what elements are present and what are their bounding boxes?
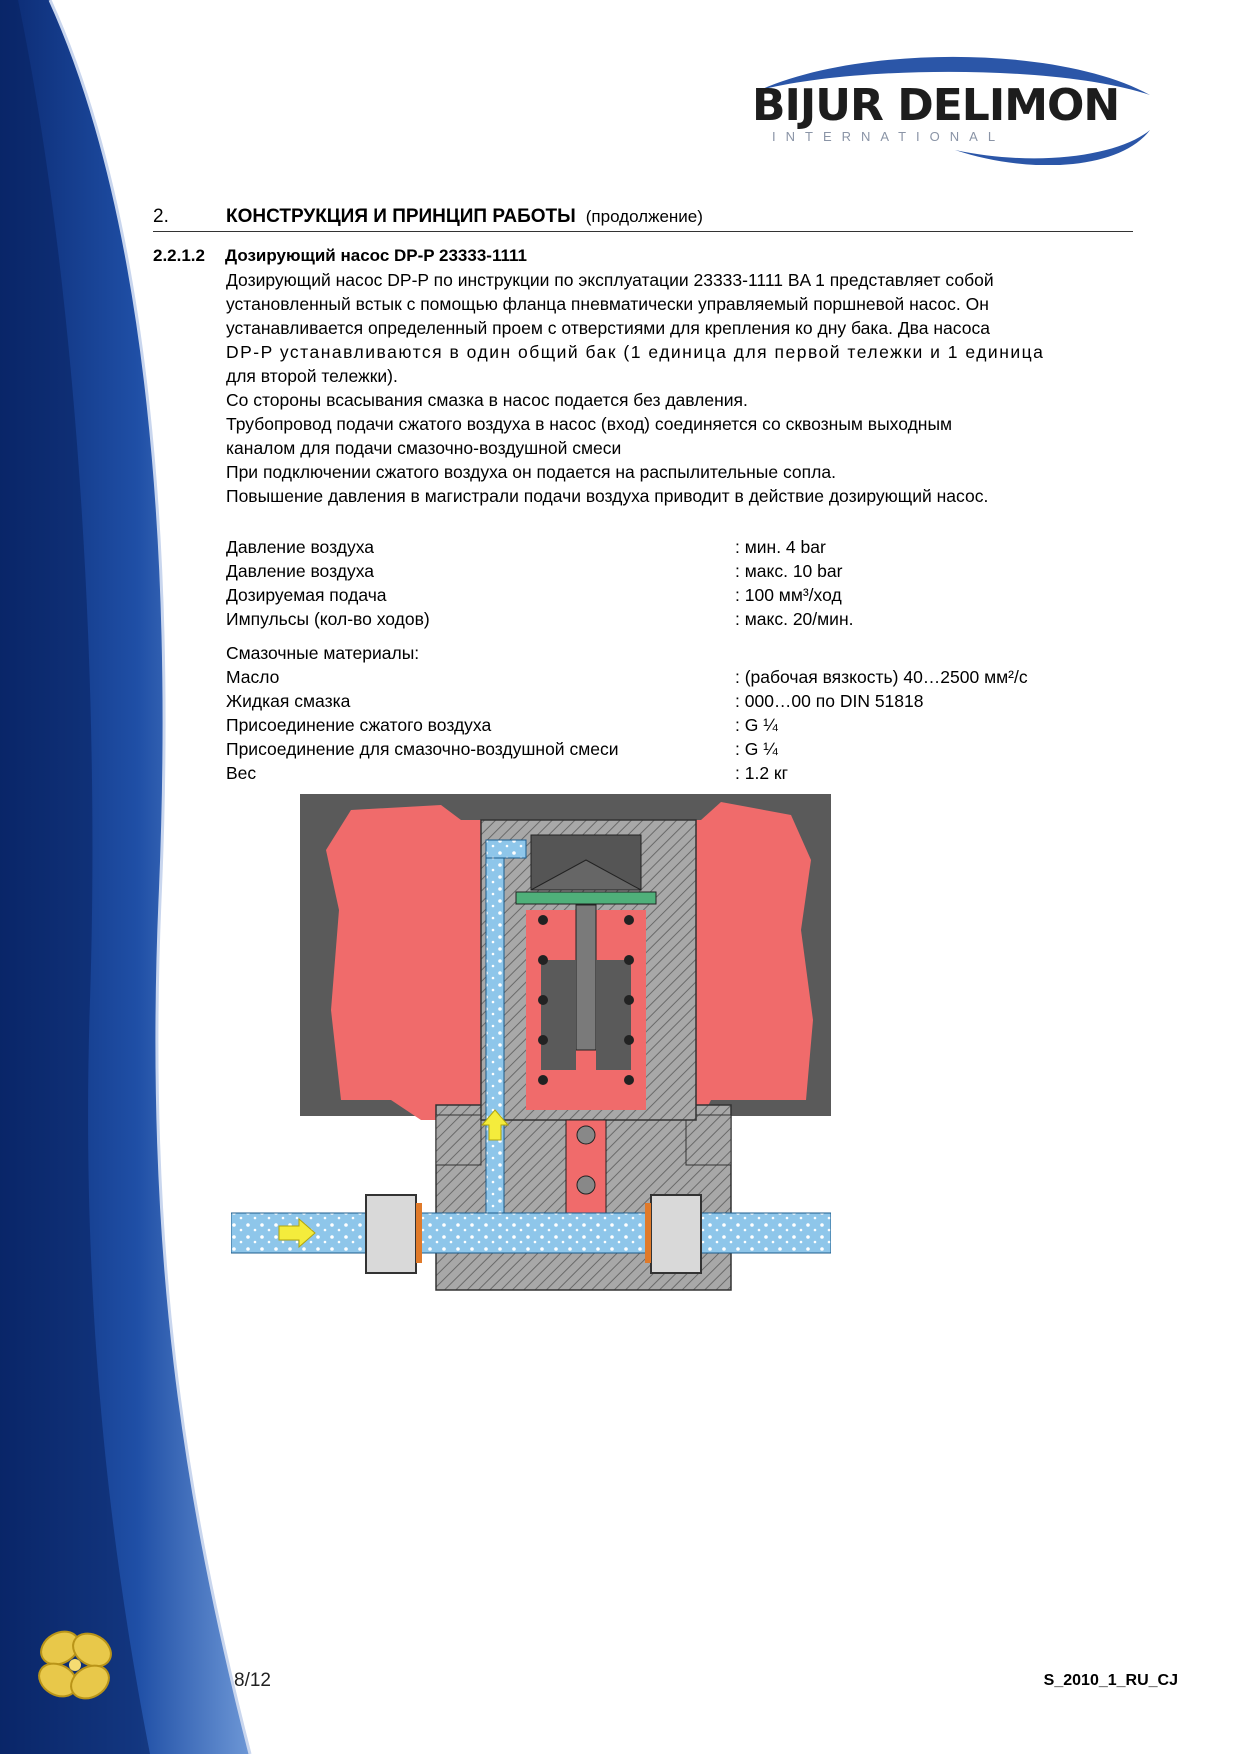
document-code: S_2010_1_RU_CJ [1043,1672,1178,1689]
spec-value: : G ¼ [735,739,778,759]
spec-label: Импульсы (кол-во ходов) [226,609,430,629]
subsection-heading [153,246,527,266]
paragraph-line: Со стороны всасывания смазка в насос подается без давления. [226,390,748,410]
right-fitting [651,1195,701,1273]
paragraph-line: устанавливается определенный проем с отверстиями для крепления ко дну бака. Два насоса [226,318,990,338]
specifications [226,535,1126,785]
spec-label: Дозируемая подача [226,585,387,605]
spec-row [226,535,1126,559]
paragraph-line: Трубопровод подачи сжатого воздуха в насос (вход) соединяется со сквозным выходным [226,414,953,434]
spec-row [226,713,1126,737]
paragraph-line: каналом для подачи смазочно-воздушной смеси [226,438,622,458]
section-number: 2. [153,206,169,227]
paragraph-line: Дозирующий насос DP-P по инструкции по эксплуатации 23333-1111 BA 1 представляет собой [226,270,994,290]
pump-cross-section-diagram [231,790,831,1295]
section-heading [153,203,1133,232]
company-logo [740,50,1160,165]
subsection-title: Дозирующий насос DP-P 23333-1111 [225,246,527,265]
section-title [226,206,703,228]
spec-label: Жидкая смазка [226,691,351,711]
left-fitting [366,1195,416,1273]
lubricants-heading [226,641,1126,665]
spec-value: : 000…00 по DIN 51818 [735,691,924,711]
spec-label: Масло [226,667,280,687]
spec-row [226,737,1126,761]
logo-text: BIJUR DELIMON [752,80,1120,131]
spec-value: : 1.2 кг [735,763,788,783]
paragraph-line: DP-P устанавливаются в один общий бак (1 единица для первой тележки и 1 единица [226,342,1045,362]
spec-value: : макс. 20/мин. [735,609,854,629]
spec-label: Давление воздуха [226,537,374,557]
page-number: 8/12 [234,1670,271,1691]
lubricants-heading-text: Смазочные материалы: [226,643,420,663]
spec-row [226,665,1126,689]
spec-label: Давление воздуха [226,561,374,581]
section-title-text: КОНСТРУКЦИЯ И ПРИНЦИП РАБОТЫ [226,206,576,227]
spec-value: : G ¼ [735,715,778,735]
spec-label: Вес [226,763,257,783]
subsection-number: 2.2.1.2 [153,246,205,265]
spec-row [226,689,1126,713]
paragraph-line: установленный встык с помощью фланца пневматически управляемый поршневой насос. Он [226,294,989,314]
spec-row [226,559,1126,583]
spec-label: Присоединение сжатого воздуха [226,715,492,735]
logo-subtext: INTERNATIONAL [772,129,1006,144]
spec-label: Присоединение для смазочно-воздушной смеси [226,739,619,759]
description-body [226,268,1171,508]
paragraph-line: для второй тележки). [226,366,398,386]
spec-value: : мин. 4 bar [735,537,826,557]
spec-row [226,607,1126,631]
spec-value: : 100 мм³/ход [735,585,842,605]
paragraph-line: При подключении сжатого воздуха он подается на распылительные сопла. [226,462,836,482]
spec-value: : макс. 10 bar [735,561,843,581]
section-continued: (продолжение) [585,207,703,226]
spec-row [226,761,1126,785]
spec-row [226,583,1126,607]
spec-value: : (рабочая вязкость) 40…2500 мм²/с [735,667,1028,687]
clover-icon [20,1610,130,1720]
paragraph-line: Повышение давления в магистрали подачи воздуха приводит в действие дозирующий насос. [226,486,989,506]
